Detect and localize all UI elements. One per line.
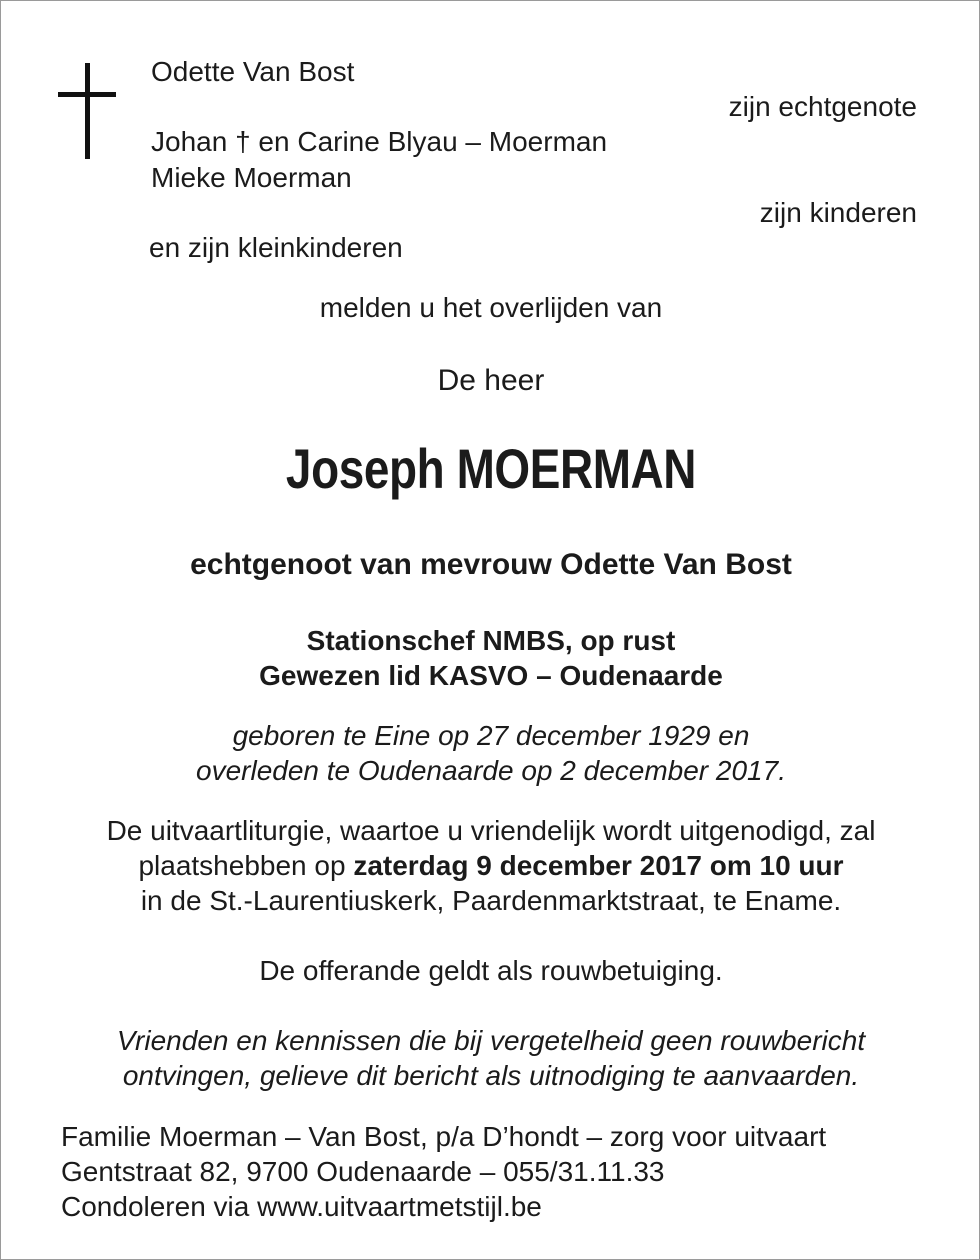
occupation-2: Gewezen lid KASVO – Oudenaarde xyxy=(259,660,723,691)
children-role: zijn kinderen xyxy=(759,197,917,228)
spouse-name: Odette Van Bost xyxy=(151,56,355,87)
contact-line-2: Gentstraat 82, 9700 Oudenaarde – 055/31.11.33 xyxy=(61,1156,665,1187)
death-line: overleden te Oudenaarde op 2 december 2017. xyxy=(196,755,786,786)
cross-vertical-bar xyxy=(85,63,90,159)
notice-line-2: ontvingen, gelieve dit bericht als uitnodiging te aanvaarden. xyxy=(122,1060,860,1091)
cross-horizontal-bar xyxy=(58,92,116,97)
offering-text: De offerande geldt als rouwbetuiging. xyxy=(259,955,723,986)
child-2: Mieke Moerman xyxy=(151,162,352,193)
funeral-line-1: De uitvaartliturgie, waartoe u vriendelijk wordt uitgenodigd, zal xyxy=(106,815,876,846)
contact-line-3: Condoleren via www.uitvaartmetstijl.be xyxy=(61,1191,542,1222)
funeral-line-2-prefix: plaatshebben op xyxy=(138,850,354,881)
funeral-line-3: in de St.-Laurentiuskerk, Paardenmarktstraat, te Ename. xyxy=(140,885,842,916)
spouse-role: zijn echtgenote xyxy=(728,91,917,122)
funeral-line-2 xyxy=(1,849,980,883)
intro-text: melden u het overlijden van xyxy=(319,292,663,323)
contact-line-1: Familie Moerman – Van Bost, p/a D’hondt – zorg voor uitvaart xyxy=(61,1121,827,1152)
notice-line-1: Vrienden en kennissen die bij vergetelheid geen rouwbericht xyxy=(116,1025,866,1056)
spouse-of: echtgenoot van mevrouw Odette Van Bost xyxy=(190,548,792,581)
occupation-1: Stationschef NMBS, op rust xyxy=(306,625,676,656)
grandchildren: en zijn kleinkinderen xyxy=(149,232,403,263)
deceased-name: Joseph MOERMAN xyxy=(285,437,697,500)
child-1: Johan † en Carine Blyau – Moerman xyxy=(151,126,608,157)
birth-line: geboren te Eine op 27 december 1929 en xyxy=(232,720,750,751)
funeral-date: zaterdag 9 december 2017 om 10 uur xyxy=(353,850,844,881)
honorific: De heer xyxy=(437,364,545,397)
